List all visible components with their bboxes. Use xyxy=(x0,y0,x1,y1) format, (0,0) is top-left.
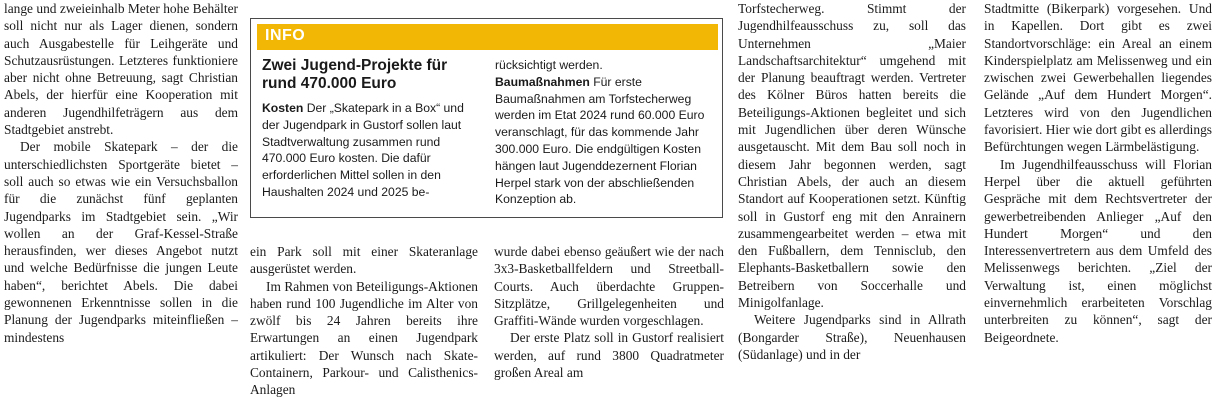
info-headline: Zwei Jugend-Projekte für rund 470.000 Euro xyxy=(262,57,448,92)
info-paragraph-bau xyxy=(495,74,717,208)
info-column-left xyxy=(262,57,484,201)
paragraph: Im Jugendhilfeausschuss will Florian Herpel über die aktuell geführten Gespräche mit dem Rechtsvertreter der gewerbetreibenden Anlieger „Auf den Hundert Morgen“ und den Interessenvertretern aus dem Umfeld des Melissenwegs berichten. „Ziel der Verwaltung ist, einen möglichst einvernehmlich erarbeiteten Vorschlag unterbreiten zu können“, sagt der Beigeordnete. xyxy=(984,156,1212,345)
paragraph: lange und zweieinhalb Meter hohe Behälter soll nicht nur als Lager dienen, sondern auch Ausgabestelle für Leihgeräte und Schutzausrüstungen. Letzteres funktioniere aber nicht ohne Betreuung, sagt Christian Abels, der hierfür eine Kooperation mit anderen Jugendhilfeträgern aus dem Stadtgebiet anstrebt. xyxy=(4,1,238,138)
info-label: INFO xyxy=(265,27,306,44)
paragraph: Stadtmitte (Bikerpark) vorgesehen. Und in Kapellen. Dort gibt es zwei Standortvorschläge: ein Areal an einem Kinderspielplatz am Melissenweg und ein zwischen zwei Gewerbehallen liegendes Gelände „Auf dem Hundert Morgen“. Letzteres wird von den Jugendlichen favorisiert. Hier wie dort gibt es allerdings Befürchtungen wegen Lärmbelästigung. xyxy=(984,1,1212,155)
info-column-right xyxy=(495,57,717,208)
paragraph: wurde dabei ebenso geäußert wie der nach 3x3-Basketballfeldern und Streetball-Courts. Auch überdachte Gruppen-Sitzplätze, Grillgelegenheiten und Graffiti-Wände wurden vorgeschlagen. xyxy=(494,244,724,329)
article-column-1 xyxy=(4,0,238,346)
article-column-3 xyxy=(494,243,724,381)
info-continuation: rücksichtigt werden. xyxy=(495,58,603,72)
info-text: Für erste Baumaßnahmen am Torfstecherweg werden im Etat 2024 rund 60.000 Euro veranschlagt, für das kommende Jahr 300.000 Euro. Die endgültigen Kosten hängen laut Jugenddezernent Florian Herpel stark von der abschließenden Konzeption ab. xyxy=(495,74,705,207)
keyword-baumassnahmen: Baumaßnahmen xyxy=(495,74,590,89)
paragraph: Weitere Jugendparks sind in Allrath (Bongarder Straße), Neuenhausen (Südanlage) und in der xyxy=(738,312,966,362)
info-header-bar xyxy=(257,24,718,50)
info-box xyxy=(250,18,723,218)
paragraph: Torfstecherweg. Stimmt der Jugendhilfeausschuss zu, soll das Unternehmen „Maier Landschaftsarchitektur“ umgehend mit der Planung beauftragt werden. Vertreter des Kölner Büros hatten bereits die Beteiligungs-Aktionen begleitet und sich mit Jugendlichen über deren Wünsche ausgetauscht. Mit dem Bau soll noch in diesem Jahr begonnen werden, sagt Christian Abels, der auch an diesem Standort auf Kooperationen setzt. Künftig soll in Gustorf eng mit den Anrainern zusammengearbeitet werden – etwa mit den Fußballern, dem Tennisclub, den Elephants-Basketballern sowie den Betreibern von Soccerhalle und Minigolfanlage. xyxy=(738,1,966,311)
article-column-5 xyxy=(984,0,1212,346)
keyword-kosten: Kosten xyxy=(262,101,304,115)
article-column-4 xyxy=(738,0,966,363)
paragraph: Der mobile Skatepark – der die unterschiedlichsten Sportgeräte bietet – soll auch so etwas wie ein Versuchsballon für die zunächst fünf geplanten Jugendparks im Stadtgebiet sein. „Wir wollen an der Graf-Kessel-Straße herausfinden, wer dieses Angebot nutzt und welche Bedürfnisse die jungen Leute haben“, berichtet Abels. Die dabei gewonnenen Erkenntnisse sollen in die Planung der Jugendparks miteinfließen – mindestens xyxy=(4,139,238,345)
article-column-2 xyxy=(250,243,478,399)
paragraph: Der erste Platz soll in Gustorf realisiert werden, auf rund 3800 Quadratmeter großen Areal am xyxy=(494,330,724,381)
paragraph: ein Park soll mit einer Skateranlage ausgerüstet werden. xyxy=(250,244,478,277)
info-paragraph-kosten xyxy=(262,100,484,201)
info-text: Der „Skatepark in a Box“ und der Jugendpark in Gustorf sollen laut Stadtverwaltung zusammen rund 470.000 Euro kosten. Die dafür erforderlichen Mittel sollen in den Haushalten 2024 und 2025 be- xyxy=(262,101,464,199)
paragraph: Im Rahmen von Beteiligungs-Aktionen haben rund 100 Jugendliche im Alter von zwölf bis 24 Jahren bereits ihre Erwartungen an einen Jugendpark artikuliert: Der Wunsch nach Skate-Containern, Parkour- und Calisthenics-Anlagen xyxy=(250,278,478,398)
